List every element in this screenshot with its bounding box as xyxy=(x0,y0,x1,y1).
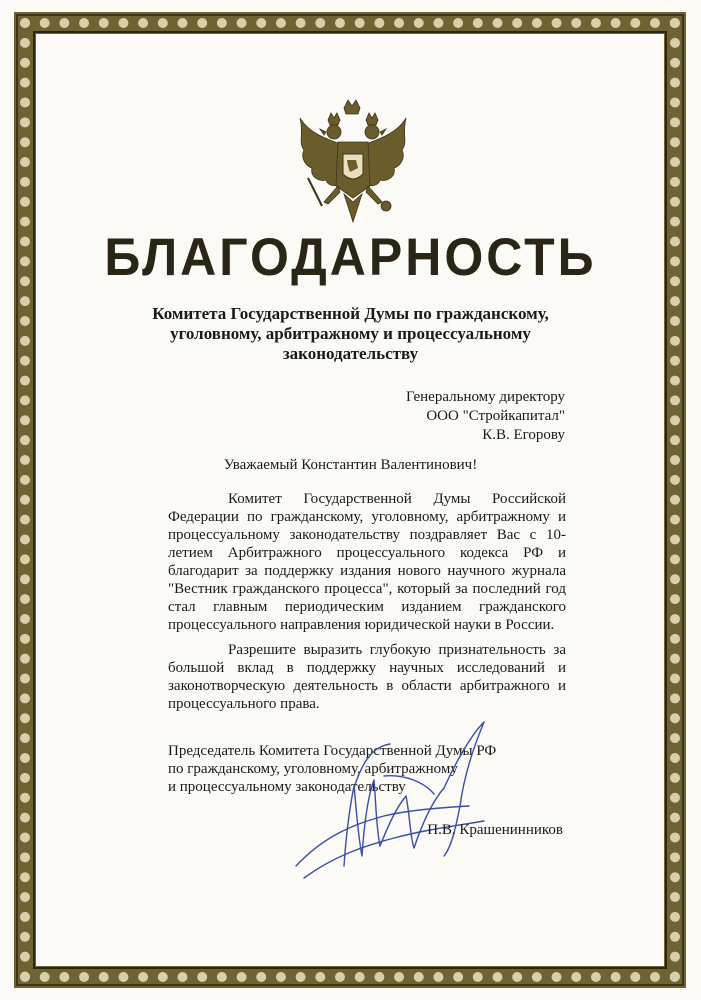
addressee-block xyxy=(406,388,565,445)
committee-title xyxy=(100,304,601,364)
signatory-title-line: Председатель Комитета Государственной Думы РФ xyxy=(168,743,497,759)
signer-name: П.В. Крашенинников xyxy=(427,822,563,838)
body-paragraph-2: Разрешите выразить глубокую признательность за большой вклад в поддержку научных исследований и законотворческую деятельность в области арбитражного и процессуального права. xyxy=(168,642,566,712)
addressee-line: ООО "Стройкапитал" xyxy=(426,408,565,424)
greeting: Уважаемый Константин Валентинович! xyxy=(223,457,478,473)
committee-title-line: уголовному, арбитражному и процессуальному xyxy=(170,324,531,343)
body-paragraph-1: Комитет Государственной Думы Российской Федерации по гражданскому, уголовному, арбитражному и процессуальному законодательству поздравляет Вас с 10-летием Арбитражного процессуального кодекса РФ и благодарит за поддержку издания нового научного журнала "Вестник гражданского процесса", который за последний год стал главным периодическим изданием гражданского процессуального направления юридической науки в России. xyxy=(168,491,566,633)
committee-title-line: Комитета Государственной Думы по гражданскому, xyxy=(152,304,549,323)
addressee-line: Генеральному директору xyxy=(405,389,565,405)
double-headed-eagle-emblem-icon xyxy=(294,98,412,228)
signatory-title-line: по гражданскому, уголовному, арбитражному xyxy=(168,761,458,777)
certificate-heading: БЛАГОДАРНОСТЬ xyxy=(104,227,597,287)
handwritten-signature-icon xyxy=(284,716,499,894)
committee-title-line: законодательству xyxy=(282,344,419,363)
addressee-line: К.В. Егорову xyxy=(482,427,565,443)
signatory-title-line: и процессуальному законодательству xyxy=(168,779,406,795)
